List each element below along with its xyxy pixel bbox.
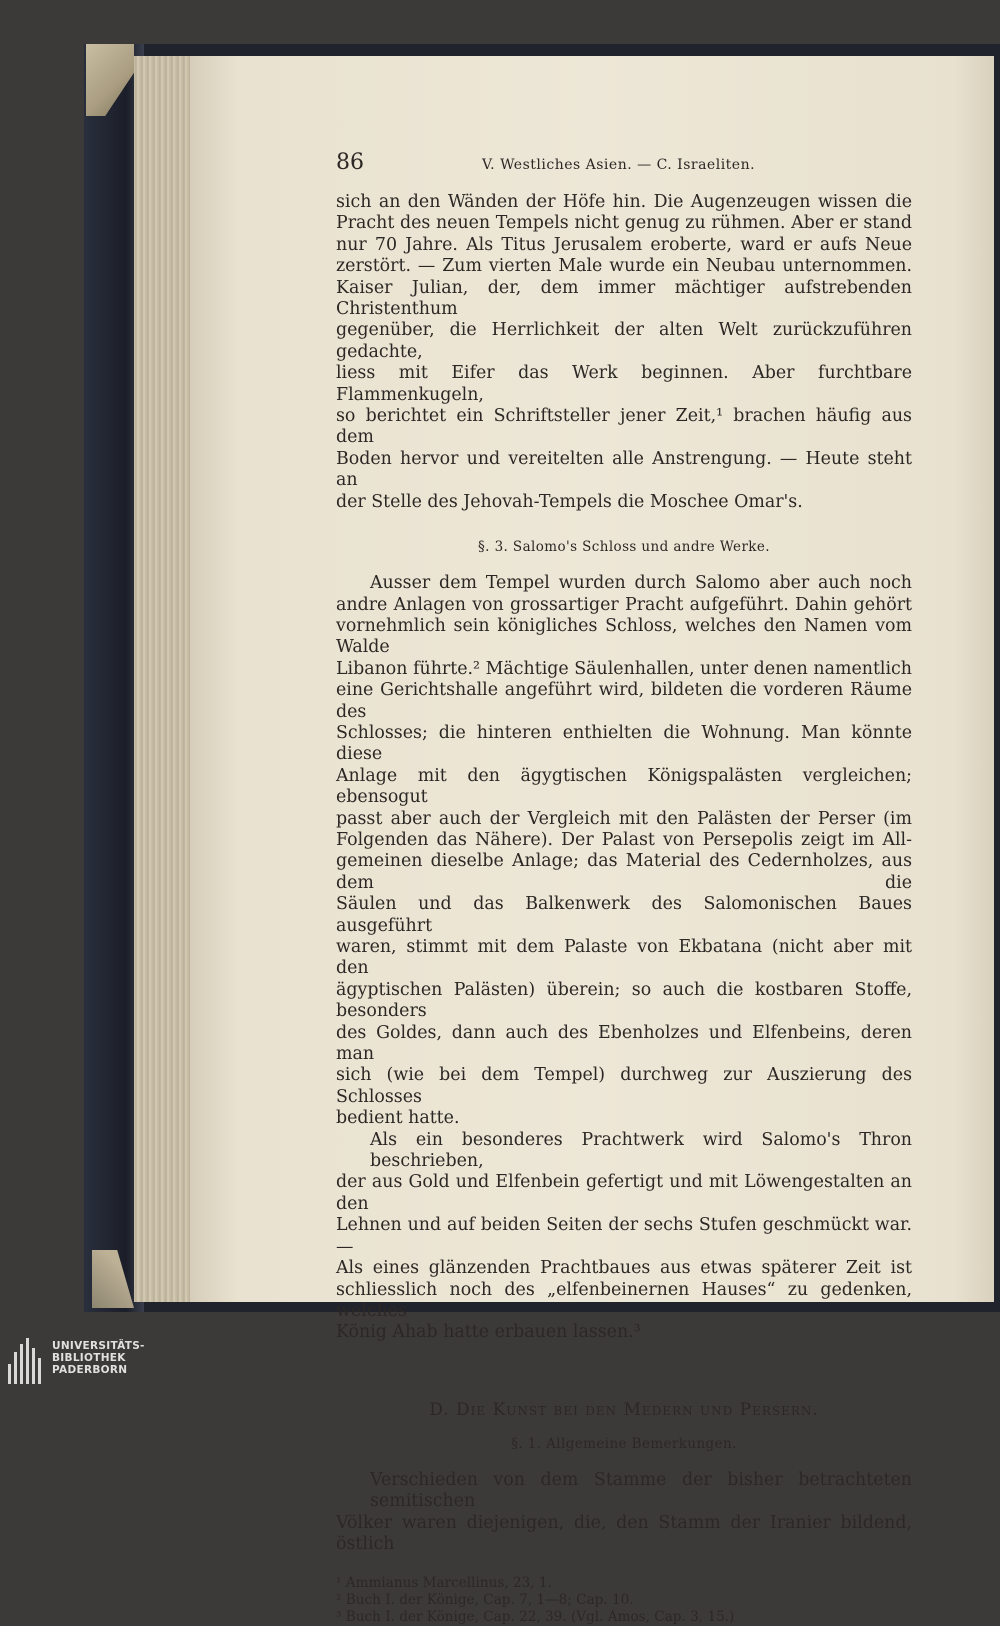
footnotes (336, 1575, 912, 1626)
text-line: passt aber auch der Vergleich mit den Palästen der Perser (im (336, 808, 912, 829)
text-line: gegenüber, die Herrlichkeit der alten Welt zurückzuführen gedachte, (336, 320, 912, 362)
paragraph-salomo-throne (336, 1130, 912, 1344)
paragraph-iranier (336, 1470, 912, 1556)
text-line: Völker waren diejenigen, die, den Stamm der Iranier bildend, östlich (336, 1512, 912, 1554)
page-text (336, 150, 912, 1626)
text-line: Als ein besonderes Prachtwerk wird Salomo's Thron beschrieben, (370, 1129, 912, 1172)
text-line: nur 70 Jahre. Als Titus Jerusalem eroberte, ward er aufs Neue (336, 234, 912, 255)
text-line: sich (wie bei dem Tempel) durchweg zur Auszierung des Schlosses (336, 1065, 912, 1107)
paragraph-salomo-palace (336, 573, 912, 1130)
footnote: ³ Buch I. der Könige, Cap. 22, 39. (Vgl. Amos, Cap. 3, 15.) (336, 1609, 735, 1626)
text-line: des Goldes, dann auch des Ebenholzes und Elfenbeins, deren man (336, 1022, 912, 1065)
library-logo-icon (8, 1338, 46, 1384)
text-line: Pracht des neuen Tempels nicht genug zu rühmen. Aber er stand (336, 213, 912, 234)
text-line: der aus Gold und Elfenbein gefertigt und mit Löwengestalten an den (336, 1172, 912, 1214)
text-line: König Ahab hatte erbauen lassen.³ (336, 1322, 641, 1343)
library-logo (0, 1336, 160, 1388)
text-line: Kaiser Julian, der, dem immer mächtiger aufstrebenden Christenthum (336, 277, 912, 320)
text-line: liess mit Eifer das Werk beginnen. Aber furchtbare Flammenkugeln, (336, 363, 912, 405)
text-line: Verschieden von dem Stamme der bisher betrachteten semitischen (370, 1469, 912, 1512)
running-head-title: V. Westliches Asien. — C. Israeliten. (482, 157, 756, 173)
text-line: so berichtet ein Schriftsteller jener Zeit,¹ brachen häufig aus dem (336, 406, 912, 448)
text-line: gemeinen dieselbe Anlage; das Material des Cedernholzes, aus dem die (336, 851, 912, 893)
paragraph-temple-history (336, 192, 912, 513)
footnote: ¹ Ammianus Marcellinus, 23, 1. (336, 1575, 552, 1592)
page-number: 86 (336, 150, 364, 175)
text-line: andre Anlagen von grossartiger Pracht aufgeführt. Dahin gehört (336, 594, 912, 615)
text-line: Libanon führte.² Mächtige Säulenhallen, unter denen namentlich (336, 658, 912, 679)
text-line: sich an den Wänden der Höfe hin. Die Augenzeugen wissen die (336, 192, 912, 212)
text-line: der Stelle des Jehovah-Tempels die Moschee Omar's. (336, 491, 803, 512)
text-line: Lehnen und auf beiden Seiten der sechs Stufen geschmückt war. — (336, 1215, 912, 1257)
text-line: waren, stimmt mit dem Palaste von Ekbatana (nicht aber mit den (336, 937, 912, 979)
text-line: Schlosses; die hinteren enthielten die Wohnung. Man könnte diese (336, 722, 912, 765)
text-line: bedient hatte. (336, 1108, 460, 1129)
text-line: Folgenden das Nähere). Der Palast von Persepolis zeigt im All- (336, 829, 912, 850)
logo-line: BIBLIOTHEK (52, 1352, 126, 1364)
text-line: Als eines glänzenden Prachtbaues aus etwas späterer Zeit ist (336, 1258, 912, 1279)
text-line: eine Gerichtshalle angeführt wird, bildeten die vorderen Räume des (336, 680, 912, 722)
text-line: Anlage mit den ägygtischen Königspalästen vergleichen; ebensogut (336, 765, 912, 808)
page-stack-edge (134, 56, 192, 1302)
text-line: schliesslich noch des „elfenbeinernen Hauses“ zu gedenken, welches (336, 1279, 912, 1321)
footnote: ² Buch I. der Könige, Cap. 7, 1—8; Cap. 10. (336, 1592, 634, 1609)
chapter-heading-text: D. Die Kunst bei den Medern und Persern. (429, 1399, 819, 1420)
section-heading: §. 1. Allgemeine Bemerkungen. (511, 1435, 737, 1452)
library-logo-text (52, 1340, 145, 1376)
text-line: Ausser dem Tempel wurden durch Salomo aber auch noch (370, 573, 912, 594)
text-line: Säulen und das Balkenwerk des Salomonischen Baues ausgeführt (336, 894, 912, 936)
section-heading: §. 3. Salomo's Schloss und andre Werke. (478, 539, 770, 556)
text-line: ägyptischen Palästen) überein; so auch die kostbaren Stoffe, besonders (336, 979, 912, 1022)
logo-line: UNIVERSITÄTS- (52, 1340, 145, 1352)
chapter-heading (336, 1400, 912, 1420)
text-line: Boden hervor und vereitelten alle Anstrengung. — Heute steht an (336, 448, 912, 491)
logo-line: PADERBORN (52, 1364, 128, 1376)
text-line: vornehmlich sein königliches Schloss, welches den Namen vom Walde (336, 615, 912, 658)
text-line: zerstört. — Zum vierten Male wurde ein Neubau unternommen. (336, 256, 912, 277)
running-head (336, 150, 912, 190)
